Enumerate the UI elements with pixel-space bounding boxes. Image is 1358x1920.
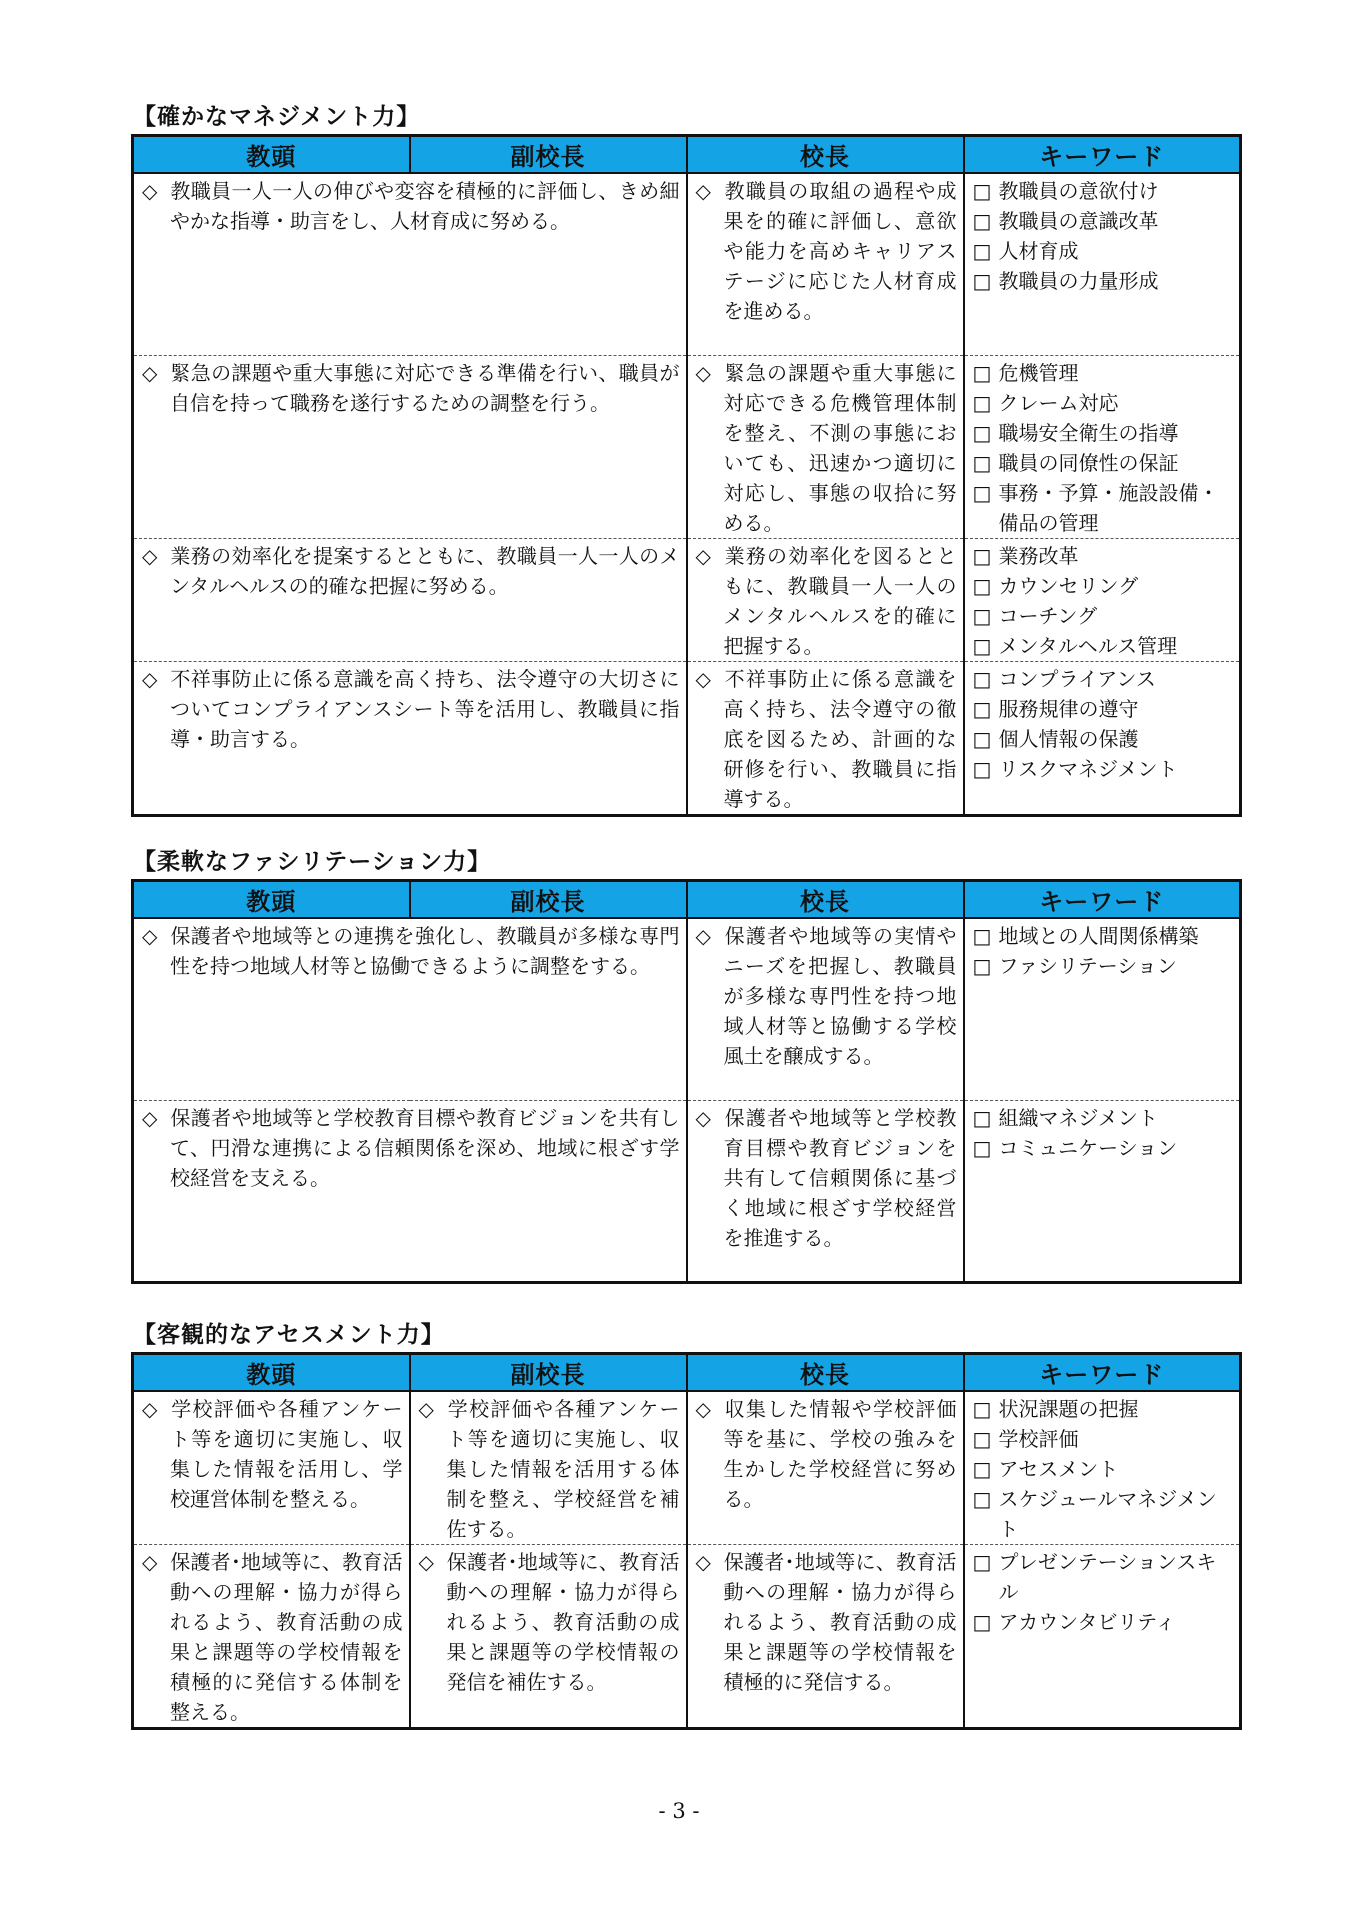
header-kyoto: 教頭 (133, 1354, 410, 1392)
keyword-item: □ 事務・予算・施設設備・備品の管理 (973, 478, 1234, 538)
header-keywords: キーワード (964, 136, 1241, 174)
vp-cell: ◇ 保護者や地域等と学校教育目標や教育ビジョンを共有して、円滑な連携による信頼関係を深め、地域に根ざす学校経営を支える。 (133, 1100, 687, 1282)
keyword-item: □ コンプライアンス (973, 664, 1234, 694)
vp-cell: ◇ 業務の効率化を提案するとともに、教職員一人一人のメンタルヘルスの的確な把握に努める。 (133, 538, 687, 661)
header-fukukocho: 副校長 (410, 1354, 687, 1392)
vp-cell: ◇ 教職員一人一人の伸びや変容を積極的に評価し、きめ細やかな指導・助言をし、人材育成に努める。 (133, 173, 687, 355)
checkbox-icon: □ (972, 360, 992, 385)
diamond-icon: ◇ (142, 1105, 158, 1130)
section-management (131, 100, 1239, 817)
principal-cell: ◇ 保護者や地域等と学校教育目標や教育ビジョンを共有して信頼関係に基づく地域に根ざす学校経営を推進する。 (687, 1100, 964, 1282)
header-kyoto: 教頭 (133, 136, 410, 174)
keyword-item: □ ファシリテーション (973, 951, 1234, 981)
keyword-item: □ アカウンタビリティ (973, 1607, 1234, 1637)
keyword-item: □ 服務規律の遵守 (973, 694, 1234, 724)
checkbox-icon: □ (972, 696, 992, 721)
checkbox-icon: □ (972, 390, 992, 415)
keyword-item: □ 学校評価 (973, 1424, 1234, 1454)
keyword-item: □ 人材育成 (973, 236, 1234, 266)
principal-cell: ◇ 緊急の課題や重大事態に対応できる危機管理体制を整え、不測の事態においても、迅速かつ適切に対応し、事態の収拾に努める。 (687, 355, 964, 538)
keyword-item: □ コーチング (973, 601, 1234, 631)
diamond-icon: ◇ (418, 1550, 434, 1574)
checkbox-icon: □ (972, 1487, 992, 1511)
checkbox-icon: □ (972, 633, 992, 658)
principal-cell: ◇ 収集した情報や学校評価等を基に、学校の強みを生かした学校経営に努める。 (687, 1391, 964, 1545)
checkbox-icon: □ (972, 573, 992, 598)
diamond-icon: ◇ (418, 1397, 434, 1421)
principal-cell: ◇ 保護者･地域等に、教育活動への理解・協力が得られるよう、教育活動の成果と課題等の学校情報を積極的に発信する。 (687, 1545, 964, 1729)
section-title: 【柔軟なファシリテーション力】 (133, 849, 492, 875)
header-kocho: 校長 (687, 881, 964, 919)
competency-table (131, 134, 1242, 817)
keywords-cell (964, 538, 1241, 661)
checkbox-icon: □ (972, 1427, 992, 1451)
checkbox-icon: □ (972, 239, 992, 263)
section-title: 【客観的なアセスメント力】 (133, 1322, 445, 1348)
keyword-item: □ 組織マネジメント (973, 1103, 1234, 1133)
checkbox-icon: □ (972, 954, 992, 978)
principal-cell: ◇ 不祥事防止に係る意識を高く持ち、法令遵守の徹底を図るため、計画的な研修を行い、教職員に指導する。 (687, 661, 964, 815)
vp-cell: ◇ 緊急の課題や重大事態に対応できる準備を行い、職員が自信を持って職務を遂行するための調整を行う。 (133, 355, 687, 538)
diamond-icon: ◇ (695, 543, 711, 568)
principal-cell: ◇ 業務の効率化を図るとともに、教職員一人一人のメンタルヘルスを的確に把握する。 (687, 538, 964, 661)
diamond-icon: ◇ (695, 1105, 711, 1130)
checkbox-icon: □ (972, 1135, 992, 1160)
header-keywords: キーワード (964, 1354, 1241, 1392)
keyword-item: □ 教職員の意識改革 (973, 206, 1234, 236)
keywords-cell (964, 918, 1241, 1100)
header-keywords: キーワード (964, 881, 1241, 919)
checkbox-icon: □ (972, 1550, 992, 1574)
keyword-item: □ メンタルヘルス管理 (973, 631, 1234, 661)
diamond-icon: ◇ (695, 360, 711, 385)
keywords-cell (964, 1100, 1241, 1282)
checkbox-icon: □ (972, 450, 992, 475)
competency-table (131, 1352, 1242, 1730)
header-kyoto: 教頭 (133, 881, 410, 919)
keywords-cell (964, 1391, 1241, 1545)
diamond-icon: ◇ (695, 666, 711, 691)
fukukocho-cell: ◇ 学校評価や各種アンケート等を適切に実施し、収集した情報を活用する体制を整え、学校経営を補佐する。 (410, 1391, 687, 1545)
kyoto-cell: ◇ 学校評価や各種アンケート等を適切に実施し、収集した情報を活用し、学校運営体制を整える。 (133, 1391, 410, 1545)
keywords-cell (964, 661, 1241, 815)
keywords-cell (964, 173, 1241, 355)
header-fukukocho: 副校長 (410, 881, 687, 919)
keyword-item: □ 個人情報の保護 (973, 724, 1234, 754)
checkbox-icon: □ (972, 269, 992, 293)
keywords-cell (964, 355, 1241, 538)
diamond-icon: ◇ (695, 924, 711, 948)
checkbox-icon: □ (972, 420, 992, 445)
vp-cell: ◇ 不祥事防止に係る意識を高く持ち、法令遵守の大切さについてコンプライアンスシート等を活用し、教職員に指導・助言する。 (133, 661, 687, 815)
diamond-icon: ◇ (695, 179, 711, 203)
keyword-item: □ 地域との人間関係構築 (973, 921, 1234, 951)
keyword-item: □ コミュニケーション (973, 1133, 1234, 1163)
checkbox-icon: □ (972, 543, 992, 568)
page-number: - 3 - (658, 1799, 700, 1823)
principal-cell: ◇ 教職員の取組の過程や成果を的確に評価し、意欲や能力を高めキャリアステージに応じた人材育成を進める。 (687, 173, 964, 355)
keyword-item: □ 職員の同僚性の保証 (973, 448, 1234, 478)
diamond-icon: ◇ (695, 1550, 711, 1574)
keyword-item: □ カウンセリング (973, 571, 1234, 601)
header-fukukocho: 副校長 (410, 136, 687, 174)
checkbox-icon: □ (972, 1105, 992, 1130)
section-title: 【確かなマネジメント力】 (133, 104, 421, 130)
diamond-icon: ◇ (142, 179, 158, 203)
keyword-item: □ 業務改革 (973, 541, 1234, 571)
keyword-item: □ アセスメント (973, 1454, 1234, 1484)
keyword-item: □ 危機管理 (973, 358, 1234, 388)
vp-cell: ◇ 保護者や地域等との連携を強化し、教職員が多様な専門性を持つ地域人材等と協働できるように調整をする。 (133, 918, 687, 1100)
keyword-item: □ プレゼンテーションスキル (973, 1547, 1234, 1607)
kyoto-cell: ◇ 保護者･地域等に、教育活動への理解・協力が得られるよう、教育活動の成果と課題等の学校情報を積極的に発信する体制を整える。 (133, 1545, 410, 1729)
diamond-icon: ◇ (142, 543, 158, 568)
principal-cell: ◇ 保護者や地域等の実情やニーズを把握し、教職員が多様な専門性を持つ地域人材等と協働する学校風土を醸成する。 (687, 918, 964, 1100)
checkbox-icon: □ (972, 1457, 992, 1481)
checkbox-icon: □ (972, 209, 992, 233)
keyword-item: □ 状況課題の把握 (973, 1394, 1234, 1424)
diamond-icon: ◇ (142, 1397, 158, 1421)
checkbox-icon: □ (972, 1610, 992, 1634)
keyword-item: □ クレーム対応 (973, 388, 1234, 418)
fukukocho-cell: ◇ 保護者･地域等に、教育活動への理解・協力が得られるよう、教育活動の成果と課題等の学校情報の発信を補佐する。 (410, 1545, 687, 1729)
checkbox-icon: □ (972, 179, 992, 203)
diamond-icon: ◇ (142, 1550, 158, 1574)
competency-table (131, 879, 1242, 1284)
checkbox-icon: □ (972, 666, 992, 691)
section-assessment (131, 1318, 1239, 1730)
checkbox-icon: □ (972, 924, 992, 948)
section-facilitation (131, 845, 1239, 1284)
diamond-icon: ◇ (142, 924, 158, 948)
checkbox-icon: □ (972, 756, 992, 781)
keyword-item: □ 教職員の意欲付け (973, 176, 1234, 206)
checkbox-icon: □ (972, 726, 992, 751)
header-kocho: 校長 (687, 136, 964, 174)
checkbox-icon: □ (972, 603, 992, 628)
keywords-cell (964, 1545, 1241, 1729)
checkbox-icon: □ (972, 480, 992, 505)
diamond-icon: ◇ (695, 1397, 711, 1421)
keyword-item: □ リスクマネジメント (973, 754, 1234, 784)
checkbox-icon: □ (972, 1397, 992, 1421)
diamond-icon: ◇ (142, 360, 158, 385)
header-kocho: 校長 (687, 1354, 964, 1392)
keyword-item: □ スケジュールマネジメント (973, 1484, 1234, 1544)
diamond-icon: ◇ (142, 666, 158, 691)
keyword-item: □ 職場安全衛生の指導 (973, 418, 1234, 448)
keyword-item: □ 教職員の力量形成 (973, 266, 1234, 296)
